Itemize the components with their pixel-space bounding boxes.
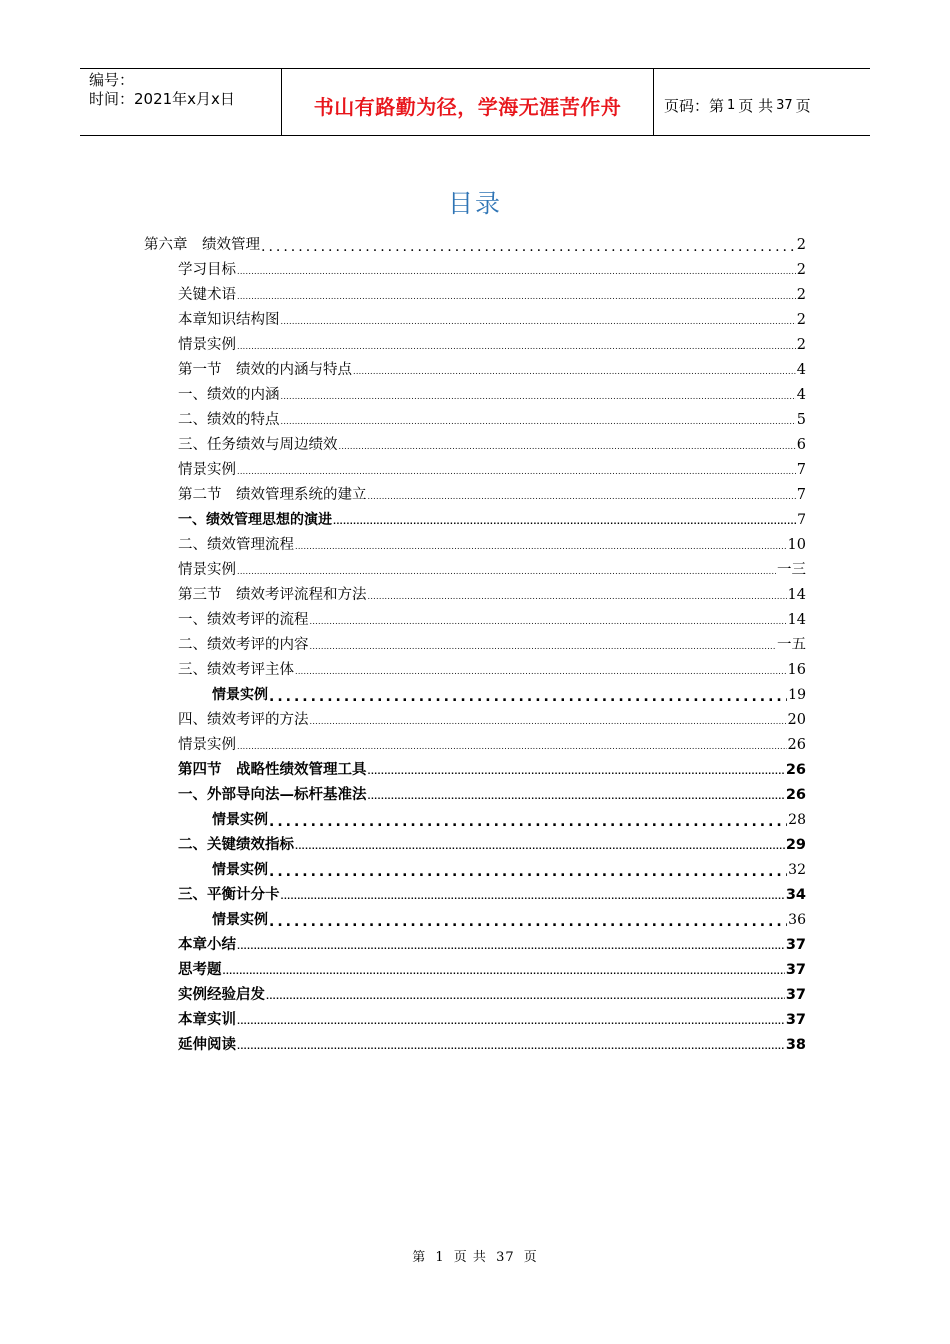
toc-entry-page: 7 bbox=[796, 487, 806, 503]
toc-entry[interactable] bbox=[178, 379, 806, 404]
toc-entry[interactable] bbox=[178, 429, 806, 454]
toc-entry-text: 实例经验启发 bbox=[178, 987, 265, 1003]
toc-entry-text: 二、关键绩效指标 bbox=[178, 837, 294, 853]
toc-entry[interactable] bbox=[178, 929, 806, 954]
toc-entry-page: 37 bbox=[785, 962, 806, 978]
toc-entry-text: 情景实例 bbox=[178, 562, 236, 578]
toc-leader bbox=[237, 740, 787, 754]
toc-entry[interactable] bbox=[178, 654, 806, 679]
header-time-label: 时间：2021年x月x日 bbox=[89, 90, 235, 108]
toc-entry-page: 16 bbox=[787, 662, 806, 678]
toc-entry-page: 26 bbox=[785, 762, 806, 778]
toc-entry[interactable] bbox=[178, 704, 806, 729]
toc-leader bbox=[266, 990, 785, 1004]
footer-mid: 页 共 bbox=[453, 1250, 487, 1265]
toc-entry-text: 情景实例 bbox=[212, 912, 268, 928]
toc-leader bbox=[223, 965, 785, 979]
toc-entry-text: 三、平衡计分卡 bbox=[178, 887, 280, 903]
toc-leader bbox=[281, 890, 785, 904]
toc-entry[interactable] bbox=[178, 829, 806, 854]
toc-entry-page: 4 bbox=[796, 387, 806, 403]
toc-entry-page: 2 bbox=[796, 312, 806, 328]
toc-entry[interactable] bbox=[212, 679, 806, 704]
toc-leader bbox=[368, 765, 785, 779]
toc-leader bbox=[295, 840, 785, 854]
footer-current-page: 1 bbox=[435, 1250, 445, 1265]
header-motto: 书山有路勤为径，学海无涯苦作舟 bbox=[313, 94, 622, 119]
toc-entry-text: 本章知识结构图 bbox=[178, 312, 280, 328]
toc-entry[interactable] bbox=[212, 804, 806, 829]
page-footer bbox=[0, 1246, 950, 1265]
toc-entry[interactable] bbox=[178, 254, 806, 279]
toc-entry-text: 一、绩效的内涵 bbox=[178, 387, 280, 403]
toc-entry[interactable] bbox=[178, 879, 806, 904]
footer-total-pages: 37 bbox=[496, 1250, 515, 1265]
toc-entry-page: 14 bbox=[787, 587, 806, 603]
header-page-cell bbox=[654, 69, 870, 135]
toc-entry[interactable] bbox=[178, 754, 806, 779]
toc-entry-text: 三、绩效考评主体 bbox=[178, 662, 294, 678]
toc-entry-text: 第六章 绩效管理 bbox=[144, 237, 260, 253]
toc-leader bbox=[368, 590, 787, 604]
toc-entry-text: 关键术语 bbox=[178, 287, 236, 303]
toc-entry-text: 思考题 bbox=[178, 962, 222, 978]
toc-entry-text: 学习目标 bbox=[178, 262, 236, 278]
footer-suffix: 页 bbox=[523, 1250, 538, 1265]
toc-leader bbox=[281, 315, 796, 329]
toc-leader bbox=[310, 615, 787, 629]
toc-entry[interactable] bbox=[178, 954, 806, 979]
toc-leader bbox=[237, 1040, 785, 1054]
toc-entry-text: 第二节 绩效管理系统的建立 bbox=[178, 487, 367, 503]
toc-entry[interactable] bbox=[212, 854, 806, 879]
toc-leader bbox=[310, 715, 787, 729]
footer-prefix: 第 bbox=[412, 1250, 427, 1265]
header-page-total: 37 bbox=[776, 97, 793, 113]
toc-entry-text: 一、绩效考评的流程 bbox=[178, 612, 309, 628]
toc-entry-page: 一三 bbox=[777, 562, 806, 578]
toc-entry[interactable] bbox=[178, 404, 806, 429]
toc-leader bbox=[295, 540, 787, 554]
toc-entry-text: 第一节 绩效的内涵与特点 bbox=[178, 362, 352, 378]
toc-entry-text: 一、绩效管理思想的演进 bbox=[178, 512, 332, 528]
toc-entry[interactable] bbox=[178, 629, 806, 654]
toc-entry-text: 二、绩效管理流程 bbox=[178, 537, 294, 553]
toc-entry[interactable] bbox=[178, 354, 806, 379]
toc-entry-text: 情景实例 bbox=[178, 337, 236, 353]
toc-entry-text: 情景实例 bbox=[212, 687, 268, 703]
toc-leader bbox=[237, 340, 796, 354]
toc-entry[interactable] bbox=[144, 229, 806, 254]
toc-entry-page: 5 bbox=[796, 412, 806, 428]
toc-entry-text: 三、任务绩效与周边绩效 bbox=[178, 437, 338, 453]
toc-entry[interactable] bbox=[178, 504, 806, 529]
toc-entry-page: 29 bbox=[785, 837, 806, 853]
toc-leader bbox=[237, 565, 776, 579]
toc-entry-text: 本章小结 bbox=[178, 937, 236, 953]
toc-entry-page: 28 bbox=[788, 812, 806, 828]
toc-entry-text: 一、外部导向法—标杆基准法 bbox=[178, 787, 367, 803]
toc-entry-page: 2 bbox=[796, 237, 806, 253]
toc-leader bbox=[281, 415, 796, 429]
toc-entry-text: 二、绩效的特点 bbox=[178, 412, 280, 428]
toc-leader bbox=[237, 290, 796, 304]
toc-entry-page: 32 bbox=[788, 862, 806, 878]
toc-entry-page: 19 bbox=[788, 687, 806, 703]
toc-entry[interactable] bbox=[178, 1004, 806, 1029]
header-code-label: 编号： bbox=[89, 71, 135, 89]
toc-entry-page: 2 bbox=[796, 337, 806, 353]
toc-entry-text: 情景实例 bbox=[212, 862, 268, 878]
toc-entry[interactable] bbox=[178, 529, 806, 554]
toc-entry-page: 37 bbox=[785, 1012, 806, 1028]
toc-entry-page: 26 bbox=[785, 787, 806, 803]
header-page-current: 1 bbox=[727, 97, 736, 113]
toc-entry[interactable] bbox=[178, 604, 806, 629]
toc-entry-text: 第四节 战略性绩效管理工具 bbox=[178, 762, 367, 778]
toc-entry[interactable] bbox=[178, 729, 806, 754]
toc-entry[interactable] bbox=[212, 904, 806, 929]
toc-leader bbox=[269, 690, 787, 704]
toc-leader bbox=[237, 465, 796, 479]
toc-entry[interactable] bbox=[178, 479, 806, 504]
toc-entry-page: 4 bbox=[796, 362, 806, 378]
toc-entry[interactable] bbox=[178, 979, 806, 1004]
toc-entry-page: 38 bbox=[785, 1037, 806, 1053]
toc-leader bbox=[295, 665, 787, 679]
toc-entry[interactable] bbox=[178, 779, 806, 804]
toc-entry-page: 6 bbox=[796, 437, 806, 453]
toc-entry-page: 36 bbox=[788, 912, 806, 928]
toc-entry[interactable] bbox=[178, 329, 806, 354]
toc-entry-page: 2 bbox=[796, 262, 806, 278]
toc-entry-page: 20 bbox=[787, 712, 806, 728]
toc-leader bbox=[339, 440, 796, 454]
toc-leader bbox=[261, 240, 796, 254]
header-page-mid: 页 共 bbox=[738, 96, 774, 115]
toc-entry-text: 四、绩效考评的方法 bbox=[178, 712, 309, 728]
toc-leader bbox=[269, 865, 787, 879]
toc-entry-text: 二、绩效考评的内容 bbox=[178, 637, 309, 653]
toc-entry-text: 情景实例 bbox=[212, 812, 268, 828]
header-page-prefix: 页码：第 bbox=[664, 96, 725, 115]
header-page-suffix: 页 bbox=[795, 96, 811, 115]
toc-entry-page: 7 bbox=[796, 462, 806, 478]
toc-entry-page: 7 bbox=[797, 512, 806, 528]
toc-entry-text: 情景实例 bbox=[178, 462, 236, 478]
toc-entry-page: 14 bbox=[787, 612, 806, 628]
toc-leader bbox=[333, 515, 796, 529]
page-header bbox=[80, 68, 870, 136]
toc-leader bbox=[237, 265, 796, 279]
toc-entry[interactable] bbox=[178, 304, 806, 329]
toc-entry[interactable] bbox=[178, 279, 806, 304]
toc-entry-page: 一五 bbox=[777, 637, 806, 653]
toc-entry-page: 34 bbox=[785, 887, 806, 903]
toc-entry[interactable] bbox=[178, 1029, 806, 1054]
header-info-cell bbox=[80, 69, 282, 135]
toc-entry[interactable] bbox=[178, 454, 806, 479]
toc-leader bbox=[237, 940, 785, 954]
toc-entry-page: 2 bbox=[796, 287, 806, 303]
toc-entry-page: 37 bbox=[785, 937, 806, 953]
toc-entry[interactable] bbox=[178, 554, 806, 579]
header-motto-cell bbox=[282, 69, 654, 135]
toc-leader bbox=[368, 790, 785, 804]
toc-leader bbox=[281, 390, 796, 404]
toc-entry-page: 10 bbox=[787, 537, 806, 553]
toc-entry-page: 37 bbox=[785, 987, 806, 1003]
toc-leader bbox=[310, 640, 777, 654]
toc-entry-text: 延伸阅读 bbox=[178, 1037, 236, 1053]
toc-entry-text: 第三节 绩效考评流程和方法 bbox=[178, 587, 367, 603]
toc-entry[interactable] bbox=[178, 579, 806, 604]
toc-title: 目录 bbox=[447, 189, 502, 218]
toc-leader bbox=[368, 490, 796, 504]
toc-leader bbox=[353, 365, 796, 379]
toc-entry-text: 情景实例 bbox=[178, 737, 236, 753]
toc-leader bbox=[269, 915, 787, 929]
toc-leader bbox=[269, 815, 787, 829]
toc-leader bbox=[237, 1015, 785, 1029]
toc-entry-text: 本章实训 bbox=[178, 1012, 236, 1028]
toc-entry-page: 26 bbox=[787, 737, 806, 753]
